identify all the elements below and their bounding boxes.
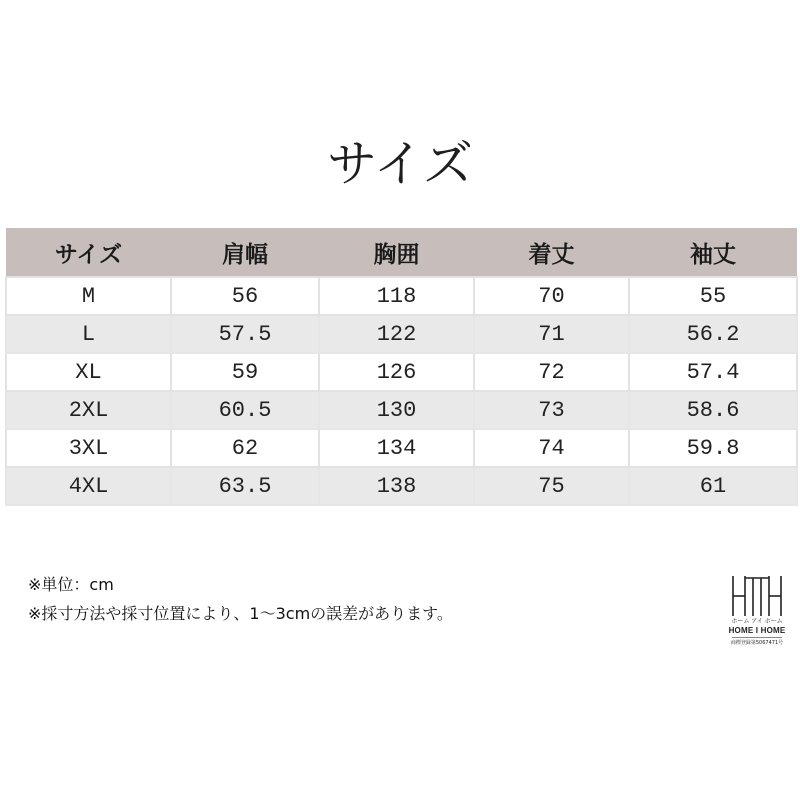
- table-cell: 138: [319, 467, 474, 505]
- table-cell: 72: [474, 353, 629, 391]
- table-cell: 71: [474, 315, 629, 353]
- table-cell: 62: [171, 429, 319, 467]
- page-title: サイズ: [327, 135, 473, 193]
- header-shoulder: 肩幅: [171, 228, 319, 277]
- table-cell: 74: [474, 429, 629, 467]
- table-cell: 57.5: [171, 315, 319, 353]
- table-cell: 70: [474, 277, 629, 315]
- home-i-home-logo-icon: [729, 574, 785, 618]
- table-row: [6, 277, 797, 315]
- table-cell: 2XL: [6, 391, 171, 429]
- table-row: [6, 429, 797, 467]
- table-cell: 130: [319, 391, 474, 429]
- table-cell: 60.5: [171, 391, 319, 429]
- size-table: [5, 228, 798, 506]
- notes: [28, 570, 453, 628]
- logo-divider: [732, 637, 782, 638]
- logo-name: HOME I HOME: [728, 626, 786, 635]
- table-header-row: [6, 228, 797, 277]
- table-row: [6, 353, 797, 391]
- header-size: サイズ: [6, 228, 171, 277]
- table-row: [6, 467, 797, 505]
- table-cell: 73: [474, 391, 629, 429]
- table-cell: 58.6: [629, 391, 797, 429]
- table-cell: 126: [319, 353, 474, 391]
- table-cell: 56.2: [629, 315, 797, 353]
- table-cell: 59.8: [629, 429, 797, 467]
- logo-kana: ホーム アイ ホーム: [731, 618, 783, 625]
- table-row: [6, 315, 797, 353]
- table-cell: XL: [6, 353, 171, 391]
- table-cell: 63.5: [171, 467, 319, 505]
- header-chest: 胸囲: [319, 228, 474, 277]
- table-cell: L: [6, 315, 171, 353]
- logo-trademark: 商標登録第5067471号: [730, 640, 784, 646]
- table-cell: 55: [629, 277, 797, 315]
- table-cell: 61: [629, 467, 797, 505]
- table-row: [6, 391, 797, 429]
- table-cell: 3XL: [6, 429, 171, 467]
- table-cell: 75: [474, 467, 629, 505]
- header-sleeve: 袖丈: [629, 228, 797, 277]
- table-cell: 4XL: [6, 467, 171, 505]
- table-cell: 134: [319, 429, 474, 467]
- table-cell: 59: [171, 353, 319, 391]
- table-cell: M: [6, 277, 171, 315]
- table-cell: 57.4: [629, 353, 797, 391]
- table-cell: 122: [319, 315, 474, 353]
- header-length: 着丈: [474, 228, 629, 277]
- tolerance-note: ※採寸方法や採寸位置により、1～3cmの誤差があります。: [28, 604, 453, 623]
- unit-note: ※単位：cm: [28, 575, 114, 594]
- table-cell: 118: [319, 277, 474, 315]
- brand-logo: [726, 574, 788, 647]
- table-cell: 56: [171, 277, 319, 315]
